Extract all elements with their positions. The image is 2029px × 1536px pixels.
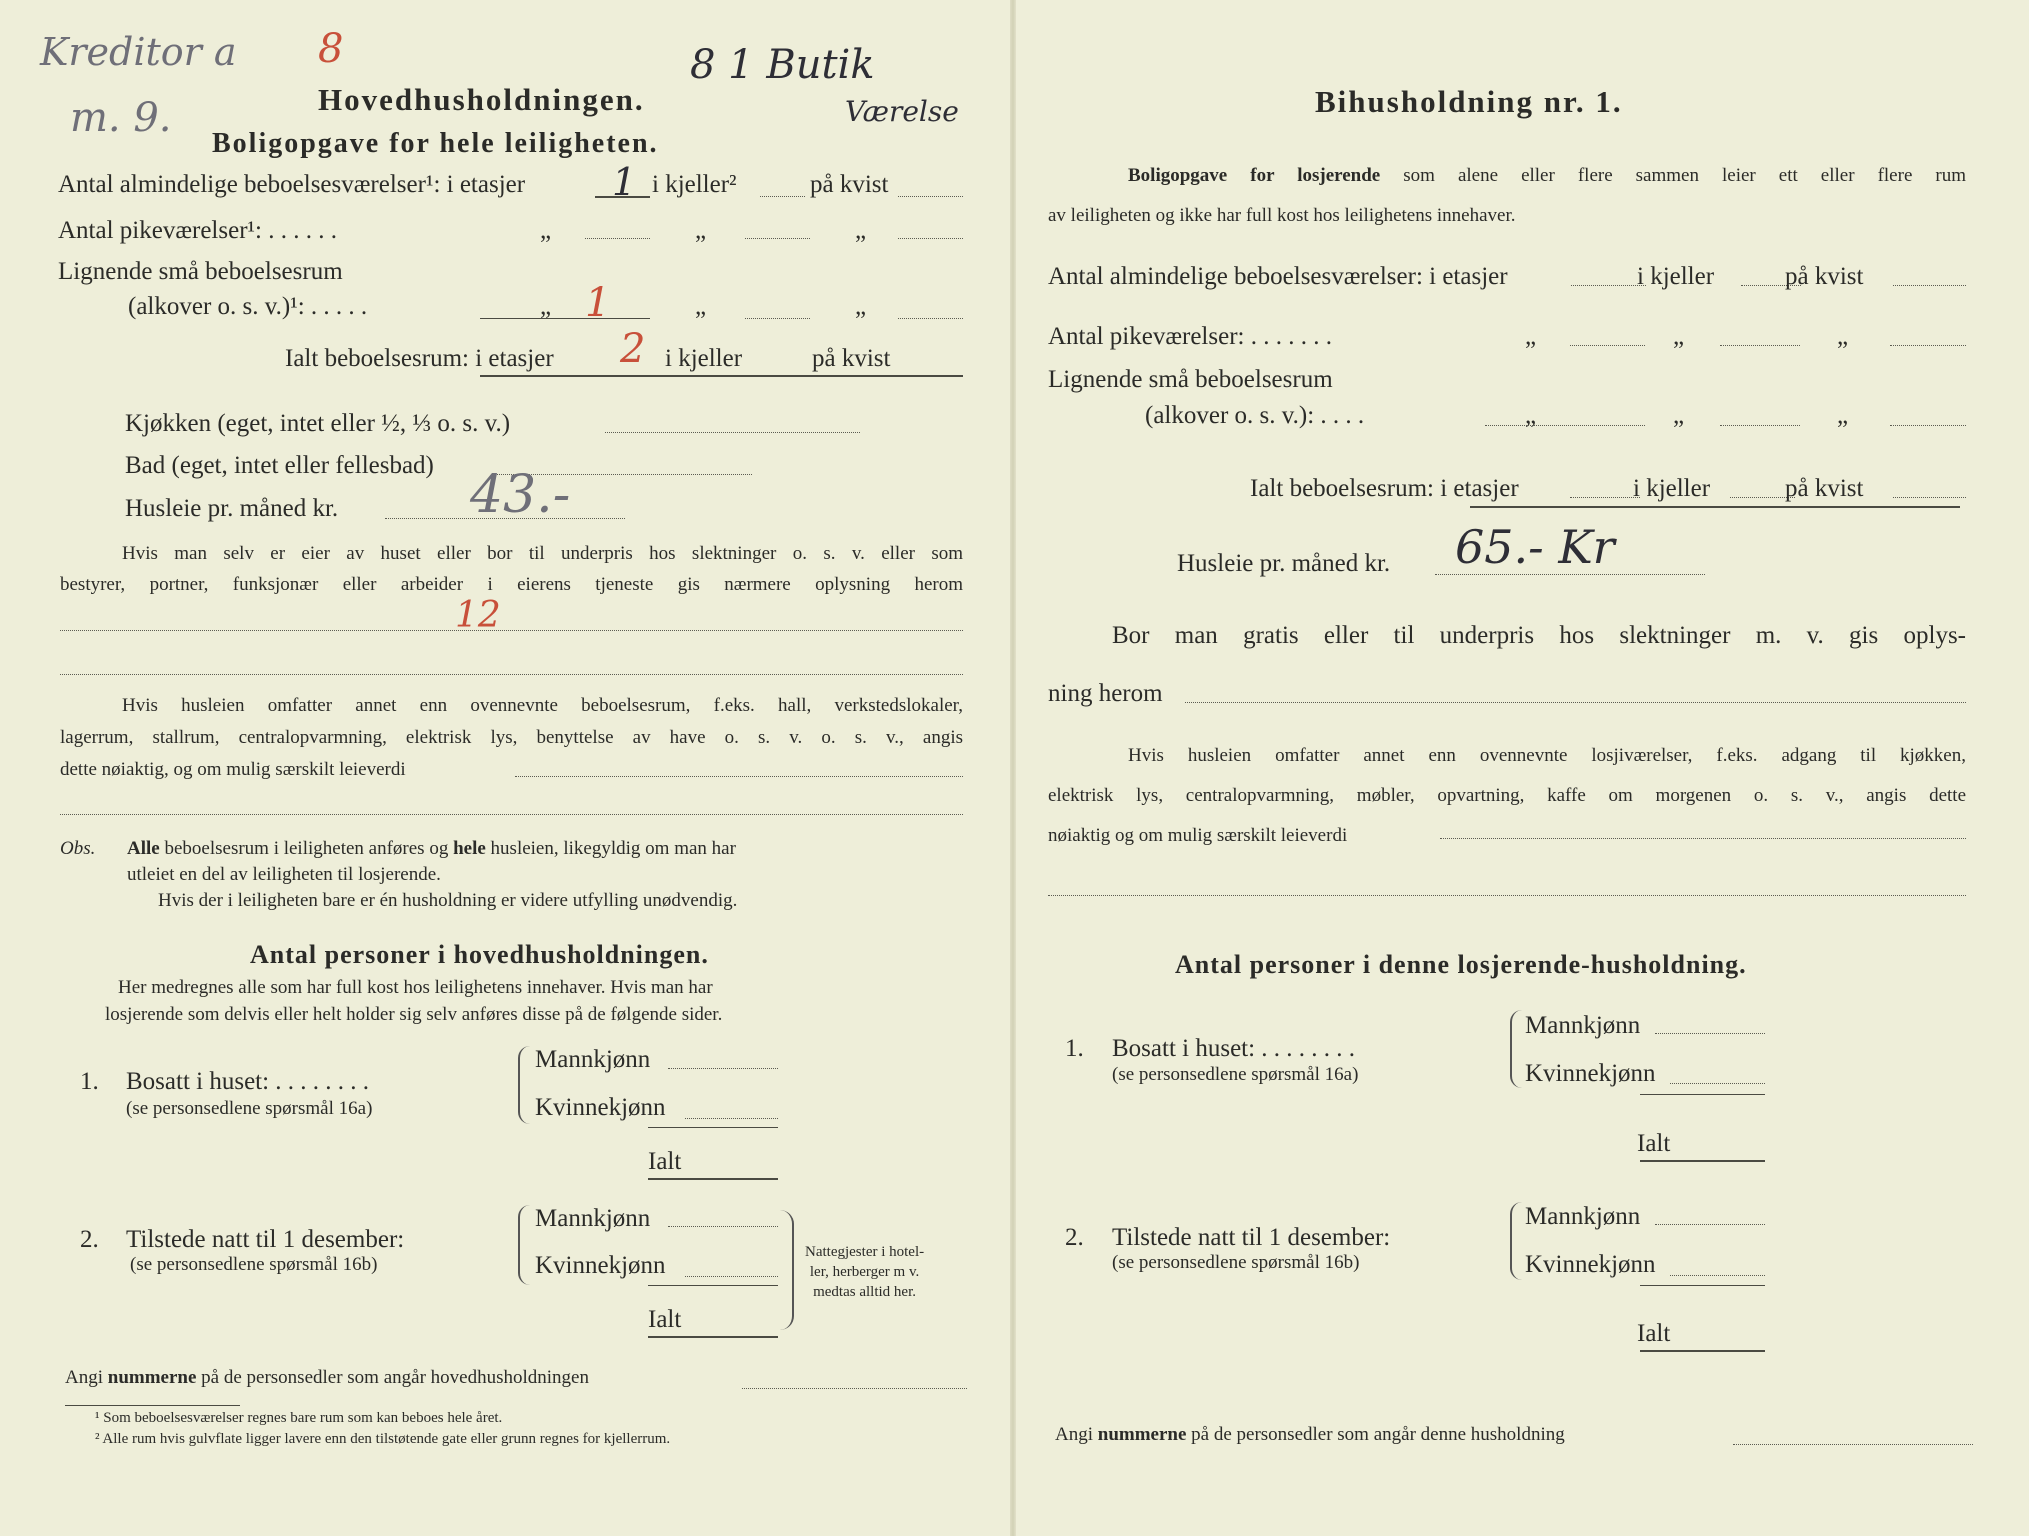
- q2-brace: [518, 1205, 530, 1285]
- persons-text-1: Her medregnes alle som har full kost hos leilighetens innehaver. Hvis man har: [118, 977, 713, 998]
- q1-label: Bosatt i huset: . . . . . . . .: [1112, 1035, 1356, 1062]
- alkover-kjeller-field[interactable]: [745, 318, 810, 319]
- ditto-mark: „: [1525, 323, 1537, 350]
- ialt-etasjer-field[interactable]: [1570, 497, 1640, 498]
- kvist-field[interactable]: [1893, 285, 1966, 286]
- kvist-field[interactable]: [898, 196, 963, 197]
- q1-brace: [518, 1046, 530, 1124]
- ditto-mark: „: [855, 217, 867, 244]
- alkover-kjeller-field[interactable]: [1720, 425, 1800, 426]
- q2-number: 2.: [80, 1226, 99, 1253]
- q2-ialt-field[interactable]: [648, 1336, 778, 1338]
- q2-sum-rule: [648, 1285, 778, 1286]
- intro-paragraph: Boligopgave for losjerende som alene eller flere sammen leier ett eller flere rum av leiligheten og ikke har full kost hos leilighetens innehaver.: [1048, 165, 1967, 226]
- handwritten-kreditor: Kreditor a: [40, 30, 237, 74]
- pike-label: Antal pikeværelser: . . . . . . .: [1048, 323, 1332, 350]
- handwritten-m9: m. 9.: [70, 95, 172, 141]
- alkover-label: (alkover o. s. v.)¹: . . . . .: [128, 293, 368, 320]
- omfatter-paragraph: Hvis husleien omfatter annet enn ovennevnte losjiværelser, f.eks. adgang til kjøkken, elektrisk lys, centralopvarmning, møbler, opvartning, kaffe om morgenen o. s. v., angis dette nøiaktig og om mulig særskilt leieverdi: [1048, 745, 1966, 846]
- handwritten-vaerelse: Værelse: [845, 95, 959, 128]
- husleie-label: Husleie pr. måned kr.: [125, 495, 339, 522]
- q2-kvinne-field[interactable]: [685, 1276, 778, 1277]
- eier-paragraph: Hvis man selv er eier av huset eller bor til underpris hos slektninger o. s. v. eller som bestyrer, portner, funksjonær eller arbeider i eierens tjeneste gis nærmere oplysning herom: [60, 543, 963, 595]
- q2-mann-field[interactable]: [668, 1226, 778, 1227]
- pike-kjeller-field[interactable]: [1720, 345, 1800, 346]
- husleie-value: 65.- Kr: [1455, 520, 1615, 574]
- q1-sum-rule: [648, 1127, 778, 1128]
- q2-label: Tilstede natt til 1 desember:: [1112, 1224, 1391, 1251]
- ialt-rooms-label: Ialt beboelsesrum: i etasjer: [285, 345, 554, 372]
- gratis-field[interactable]: [1185, 702, 1966, 703]
- sub-household-page: [1015, 0, 2029, 1536]
- pike-kvist-field[interactable]: [898, 238, 963, 239]
- angi-field[interactable]: [1733, 1444, 1973, 1445]
- ditto-mark: „: [540, 293, 552, 320]
- ditto-mark: „: [540, 217, 552, 244]
- husleie-value: 43.-: [470, 465, 571, 525]
- q1-ialt-label: Ialt: [1637, 1130, 1671, 1157]
- kvist-label: på kvist: [810, 171, 889, 198]
- page-subtitle: Boligopgave for hele leiligheten.: [212, 128, 659, 159]
- q1-label: Bosatt i huset: . . . . . . . .: [126, 1068, 370, 1095]
- ialt-kvist-label: på kvist: [1785, 475, 1864, 502]
- footnote-1: ¹ Som beboelsesværelser regnes bare rum som kan beboes hele året.: [95, 1410, 503, 1426]
- obs-text-2: utleiet en del av leiligheten til losjerende.: [127, 864, 441, 885]
- q1-ialt-field[interactable]: [648, 1178, 778, 1180]
- handwritten-butikk: 8 1 Butik: [690, 42, 875, 88]
- husleie-label: Husleie pr. måned kr.: [1177, 550, 1391, 577]
- q2-number: 2.: [1065, 1224, 1084, 1251]
- angi-text: Angi nummerne på de personsedler som angår denne husholdning: [1055, 1424, 1565, 1445]
- omfatter-field-line-2[interactable]: [60, 814, 963, 815]
- q2-ialt-label: Ialt: [648, 1306, 682, 1333]
- gratis-line-2: ning herom: [1048, 680, 1163, 707]
- ditto-mark: „: [695, 217, 707, 244]
- pike-label: Antal pikeværelser¹: . . . . . .: [58, 217, 337, 244]
- kvist-label: på kvist: [1785, 263, 1864, 290]
- q1-kvinne-field[interactable]: [1670, 1083, 1765, 1084]
- nattegjester-note: Nattegjester i hotel- ler, herberger m v. medtas alltid her.: [805, 1244, 925, 1300]
- husleie-field[interactable]: [1435, 574, 1705, 575]
- q1-kvinne-label: Kvinnekjønn: [1525, 1060, 1656, 1087]
- q1-sub: (se personsedlene spørsmål 16a): [1112, 1064, 1359, 1085]
- q1-sub: (se personsedlene spørsmål 16a): [126, 1098, 373, 1119]
- page-title: Hovedhusholdningen.: [318, 82, 645, 117]
- q1-kvinne-field[interactable]: [685, 1118, 778, 1119]
- ialt-underline: [480, 375, 963, 377]
- persons-heading: Antal personer i denne losjerende-husholdning.: [1175, 950, 1747, 979]
- angi-field[interactable]: [742, 1388, 967, 1389]
- alkover-etasjer-field[interactable]: [1485, 425, 1645, 426]
- ditto-mark: „: [1837, 402, 1849, 429]
- q2-sum-rule: [1640, 1285, 1765, 1286]
- alkover-kvist-field[interactable]: [1890, 425, 1966, 426]
- alkover-kvist-field[interactable]: [898, 318, 963, 319]
- persons-heading: Antal personer i hovedhusholdningen.: [250, 940, 709, 969]
- main-household-page: [0, 0, 1010, 1536]
- alkover-label: (alkover o. s. v.): . . . .: [1145, 402, 1365, 429]
- eier-field-line-1[interactable]: [60, 630, 963, 631]
- q2-ialt-field[interactable]: [1640, 1350, 1765, 1352]
- q2-kvinne-label: Kvinnekjønn: [535, 1252, 666, 1279]
- omfatter-field-line-2[interactable]: [1048, 895, 1966, 896]
- ialt-kjeller-label: i kjeller: [1633, 475, 1711, 502]
- obs-label: Obs.: [60, 838, 96, 859]
- kjeller-label: i kjeller: [1637, 263, 1715, 290]
- kjeller-label: i kjeller²: [652, 171, 737, 198]
- q1-brace: [1510, 1010, 1522, 1088]
- ialt-kjeller-label: i kjeller: [665, 345, 743, 372]
- persons-text-2: losjerende som delvis eller helt holder sig selv anføres disse på de følgende sider.: [105, 1004, 723, 1025]
- q1-sum-rule: [1640, 1094, 1765, 1095]
- omfatter-field[interactable]: [515, 776, 963, 777]
- obs-text-1: Alle beboelsesrum i leiligheten anføres og hele husleien, likegyldig om man har: [127, 838, 736, 859]
- pike-etasjer-field[interactable]: [1570, 345, 1645, 346]
- omfatter-paragraph: Hvis husleien omfatter annet enn ovennevnte beboelsesrum, f.eks. hall, verkstedslokaler, lagerrum, stallrum, centralopvarmning, elektrisk lys, benyttelse av have o. s. v. o. s. v., angis dette nøiaktig, og om mulig særskilt leieverdi: [60, 695, 963, 780]
- bad-label: Bad (eget, intet eller fellesbad): [125, 452, 434, 479]
- q2-ialt-label: Ialt: [1637, 1320, 1671, 1347]
- q1-kvinne-label: Kvinnekjønn: [535, 1094, 666, 1121]
- handwritten-red-number: 8: [318, 26, 344, 72]
- eier-note-value: 12: [455, 595, 501, 636]
- ditto-mark: „: [1837, 323, 1849, 350]
- obs-text-3: Hvis der i leiligheten bare er én husholdning er videre utfylling unødvendig.: [158, 890, 738, 911]
- q1-ialt-label: Ialt: [648, 1148, 682, 1175]
- pike-etasjer-field[interactable]: [585, 238, 650, 239]
- q1-mann-field[interactable]: [668, 1068, 778, 1069]
- kjeller-field[interactable]: [760, 196, 805, 197]
- gratis-line-1: Bor man gratis eller til underpris hos slektninger m. v. gis oplys-: [1112, 622, 1966, 649]
- q2-mann-label: Mannkjønn: [535, 1205, 651, 1232]
- angi-text: Angi nummerne på de personsedler som angår hovedhusholdningen: [65, 1367, 589, 1388]
- q2-kvinne-label: Kvinnekjønn: [1525, 1251, 1656, 1278]
- ditto-mark: „: [1673, 323, 1685, 350]
- ialt-underline: [1470, 506, 1960, 508]
- omfatter-field[interactable]: [1440, 838, 1966, 839]
- lignende-label: Lignende små beboelsesrum: [1048, 366, 1333, 393]
- pike-kjeller-field[interactable]: [745, 238, 810, 239]
- ditto-mark: „: [1673, 402, 1685, 429]
- ditto-mark: „: [695, 293, 707, 320]
- ialt-kvist-field[interactable]: [1893, 497, 1966, 498]
- q1-number: 1.: [1065, 1035, 1084, 1062]
- q2-brace: [1510, 1202, 1522, 1280]
- alkover-etasjer-field[interactable]: [480, 318, 650, 319]
- kjokken-field[interactable]: [605, 432, 860, 433]
- ialt-etasjer-value: 2: [620, 326, 646, 372]
- footnote-rule: [65, 1405, 240, 1406]
- ditto-mark: „: [1525, 402, 1537, 429]
- q1-mann-label: Mannkjønn: [535, 1046, 651, 1073]
- q2-kvinne-field[interactable]: [1670, 1275, 1765, 1276]
- q2-label: Tilstede natt til 1 desember:: [126, 1226, 405, 1253]
- q1-mann-field[interactable]: [1655, 1033, 1765, 1034]
- q2-sub: (se personsedlene spørsmål 16b): [1112, 1252, 1360, 1273]
- q1-mann-label: Mannkjønn: [1525, 1012, 1641, 1039]
- kjokken-label: Kjøkken (eget, intet eller ½, ⅓ o. s. v.): [125, 410, 511, 437]
- q2-right-brace: [780, 1210, 794, 1330]
- ditto-mark: „: [855, 293, 867, 320]
- q1-number: 1.: [80, 1068, 99, 1095]
- q2-mann-field[interactable]: [1655, 1224, 1765, 1225]
- ialt-rooms-label: Ialt beboelsesrum: i etasjer: [1250, 475, 1519, 502]
- page-title: Bihusholdning nr. 1.: [1315, 84, 1623, 119]
- lignende-label: Lignende små beboelsesrum: [58, 258, 343, 285]
- rooms-label: Antal almindelige beboelsesværelser: i etasjer: [1048, 263, 1508, 290]
- rooms-label: Antal almindelige beboelsesværelser¹: i etasjer: [58, 171, 526, 198]
- q2-mann-label: Mannkjønn: [1525, 1203, 1641, 1230]
- eier-field-line-2[interactable]: [60, 674, 963, 675]
- ialt-kvist-label: på kvist: [812, 345, 891, 372]
- alkove-value: 1: [585, 280, 611, 326]
- pike-kvist-field[interactable]: [1890, 345, 1966, 346]
- q2-sub: (se personsedlene spørsmål 16b): [130, 1254, 378, 1275]
- etasjer-value: 1: [612, 160, 637, 204]
- q1-ialt-field[interactable]: [1640, 1160, 1765, 1162]
- etasjer-field[interactable]: [1571, 285, 1646, 286]
- footnote-2: ² Alle rum hvis gulvflate ligger lavere enn den tilstøtende gate eller grunn regnes for kjellerrum.: [95, 1431, 671, 1447]
